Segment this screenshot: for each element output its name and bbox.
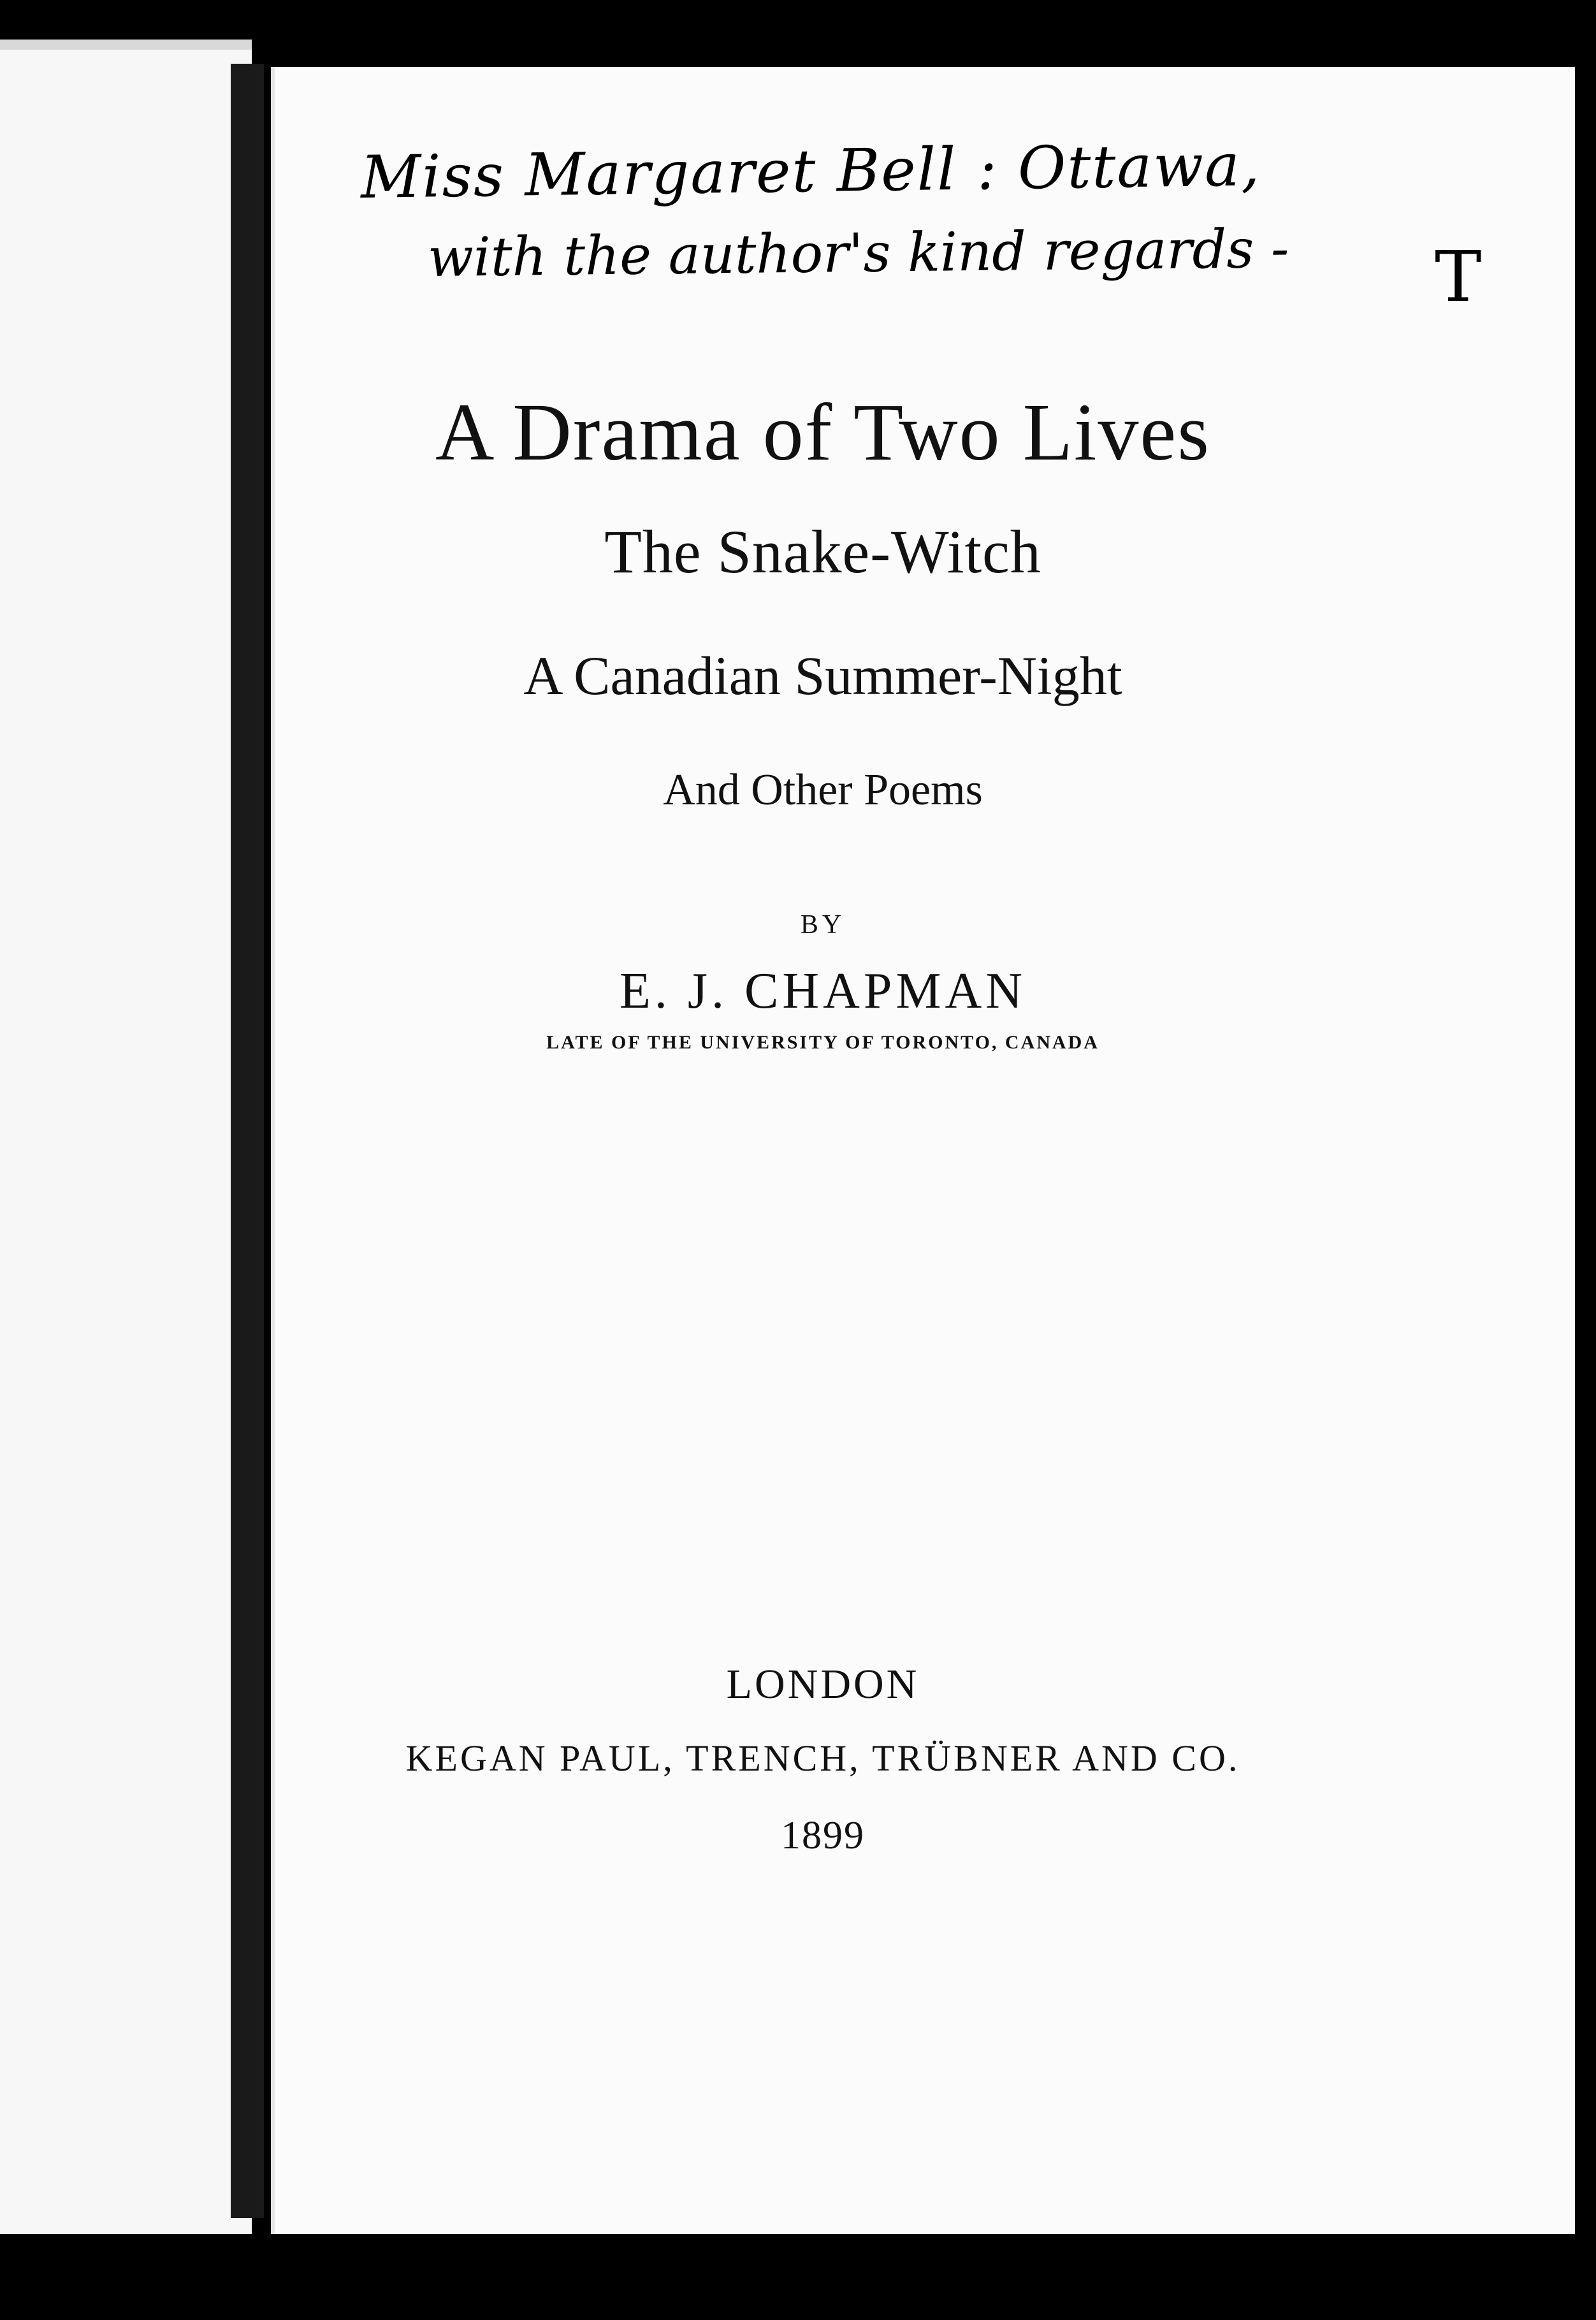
other-poems-line: And Other Poems xyxy=(663,765,983,815)
book-spine xyxy=(231,64,264,2218)
book-subtitle: The Snake-Witch xyxy=(604,518,1041,586)
publication-city: LONDON xyxy=(726,1661,920,1707)
publisher: KEGAN PAUL, TRENCH, TRÜBNER AND CO. xyxy=(405,1737,1240,1779)
scan-border xyxy=(0,2234,1596,2320)
book-subtitle-2: A Canadian Summer-Night xyxy=(523,645,1122,706)
author-name: E. J. CHAPMAN xyxy=(619,963,1027,1019)
handwritten-mark: T xyxy=(1435,236,1482,317)
title-page xyxy=(271,67,1575,2234)
author-affiliation: LATE OF THE UNIVERSITY OF TORONTO, CANADA xyxy=(546,1032,1099,1053)
book-title: A Drama of Two Lives xyxy=(435,387,1210,477)
facing-page xyxy=(0,40,252,2235)
by-line: BY xyxy=(800,910,846,939)
handwritten-inscription-line-1: Miss Margaret Bell : Ottawa, xyxy=(360,131,1261,212)
publication-year: 1899 xyxy=(781,1814,865,1857)
handwritten-inscription-line-2: with the author's kind regards - xyxy=(427,217,1289,289)
